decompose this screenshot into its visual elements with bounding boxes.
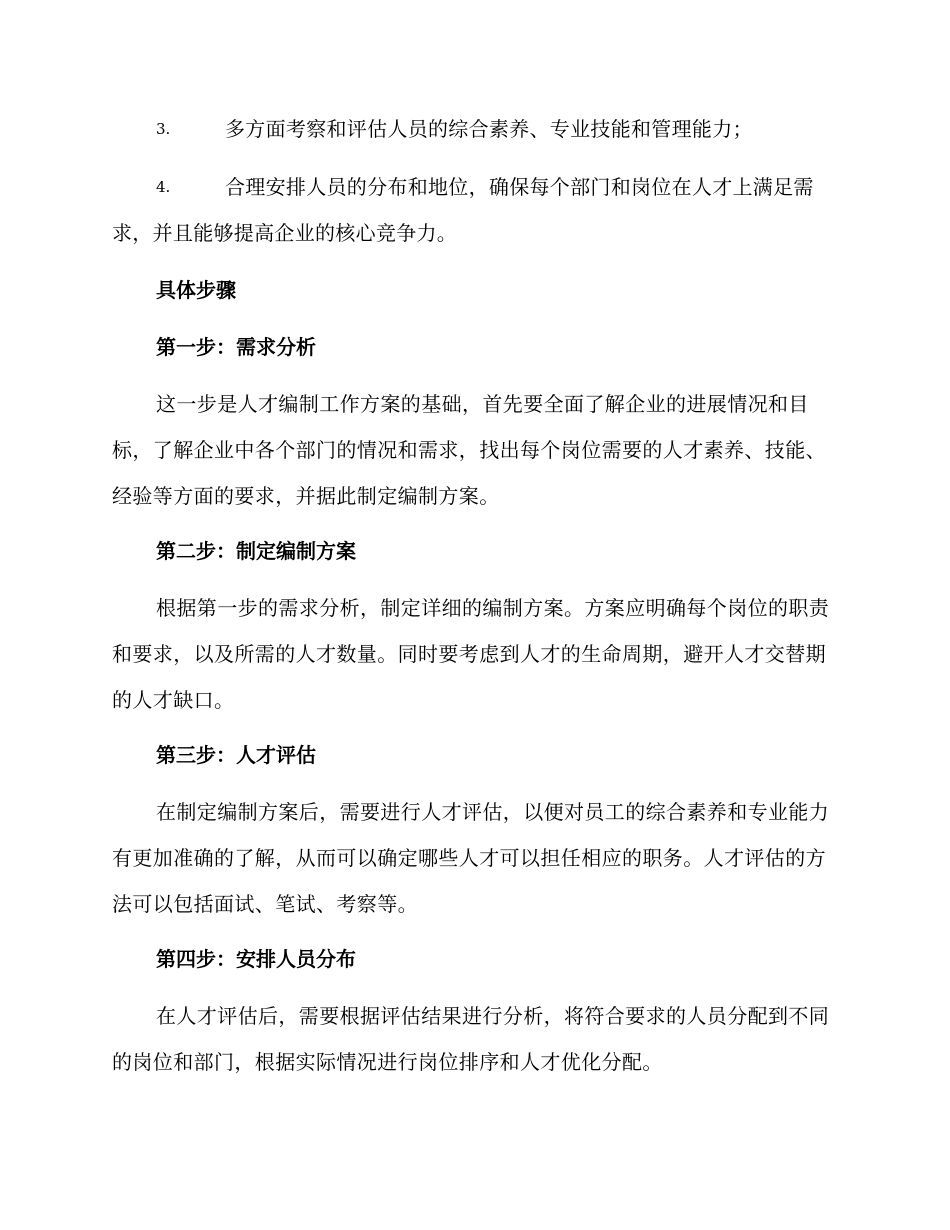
step-4-title: 第四步：安排人员分布 bbox=[156, 947, 356, 971]
step-3-title: 第三步：人才评估 bbox=[156, 743, 316, 767]
list-item-4 bbox=[112, 164, 834, 256]
step-4-body: 在人才评估后，需要根据评估结果进行分析，将符合要求的人员分配到不同的岗位和部门，根据实际情况进行岗位排序和人才优化分配。 bbox=[112, 1004, 830, 1074]
step-1-body: 这一步是人才编制工作方案的基础，首先要全面了解企业的进展情况和目标，了解企业中各个部门的情况和需求，找出每个岗位需要的人才素养、技能、经验等方面的要求，并据此制定编制方案。 bbox=[112, 392, 826, 508]
step-1-title: 第一步：需求分析 bbox=[156, 335, 316, 359]
list-text: 多方面考察和评估人员的综合素养、专业技能和管理能力； bbox=[225, 117, 753, 141]
section-title: 具体步骤 bbox=[156, 278, 236, 302]
step-2-title: 第二步：制定编制方案 bbox=[156, 539, 356, 563]
list-number: 4. bbox=[156, 178, 171, 196]
list-number: 3. bbox=[156, 120, 171, 138]
list-text: 合理安排人员的分布和地位，确保每个部门和岗位在人才上满足需求，并且能够提高企业的核心竞争力。 bbox=[112, 175, 814, 245]
list-item-3 bbox=[112, 106, 834, 152]
step-3-body: 在制定编制方案后，需要进行人才评估，以便对员工的综合素养和专业能力有更加准确的了解，从而可以确定哪些人才可以担任相应的职务。人才评估的方法可以包括面试、笔试、考察等。 bbox=[112, 800, 830, 916]
step-2-body: 根据第一步的需求分析，制定详细的编制方案。方案应明确每个岗位的职责和要求，以及所需的人才数量。同时要考虑到人才的生命周期，避开人才交替期的人才缺口。 bbox=[112, 596, 830, 712]
